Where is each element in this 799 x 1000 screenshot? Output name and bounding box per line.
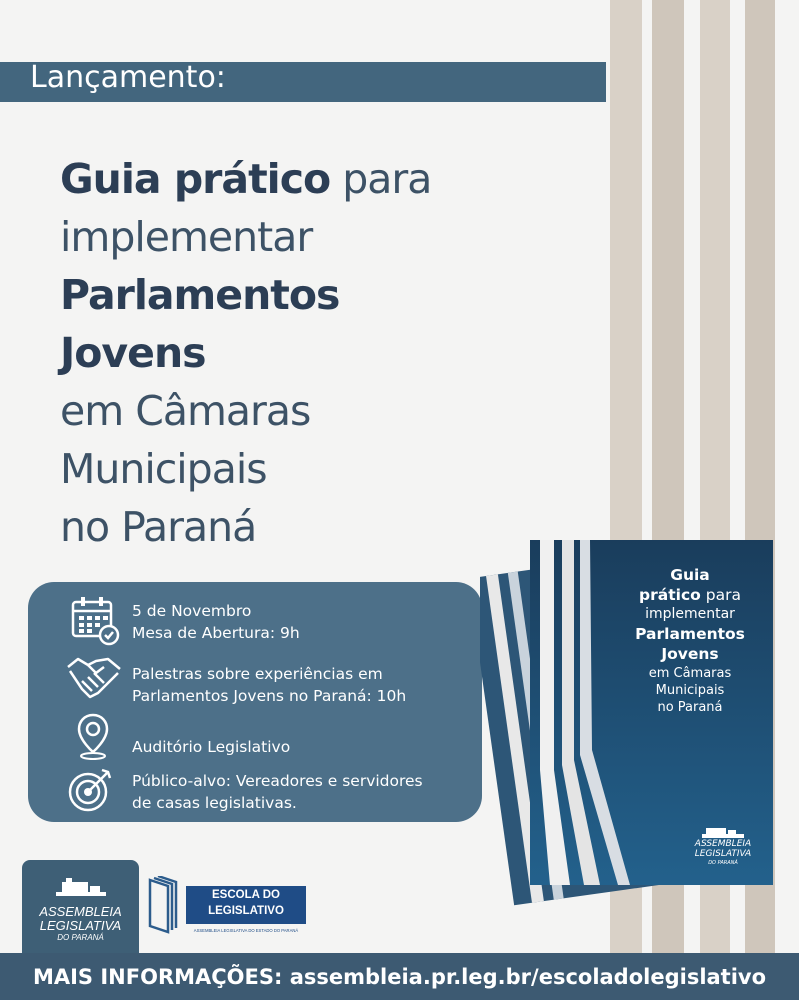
opening-time: Mesa de Abertura: 9h: [132, 624, 300, 642]
book-logo-l1: ASSEMBLEIA: [694, 839, 752, 849]
headline-line1-rest: para: [330, 155, 432, 203]
footer-info-link[interactable]: MAIS INFORMAÇÕES: assembleia.pr.leg.br/escoladolegislativo: [32, 965, 767, 989]
book-icon: [148, 876, 190, 934]
headline: [60, 150, 431, 556]
assembleia-logo-l1: ASSEMBLEIA: [39, 904, 122, 919]
book-title-line3: implementar: [645, 606, 735, 622]
headline-line5: em Câmaras: [60, 387, 311, 435]
headline-line4: Jovens: [60, 329, 206, 377]
handshake-icon: [66, 655, 122, 701]
book-title-line2-bold: prático: [639, 586, 701, 604]
book-title-line4: Parlamentos: [635, 625, 745, 643]
assembleia-logo-l2: LEGISLATIVA: [39, 918, 122, 933]
launch-label: Lançamento:: [30, 60, 226, 95]
escola-logo-l1: ESCOLA DO: [212, 889, 280, 901]
assembleia-logo: [22, 860, 139, 953]
book-title-line5: Jovens: [661, 645, 719, 663]
headline-line7: no Paraná: [60, 503, 257, 551]
audience-line1: Público-alvo: Vereadores e servidores: [132, 772, 423, 790]
talks-line1: Palestras sobre experiências em: [132, 665, 383, 683]
audience-line2: de casas legislativas.: [132, 794, 297, 812]
assembleia-building-icon: [56, 876, 106, 898]
event-date: 5 de Novembro: [132, 602, 252, 620]
book-logo-l3: DO PARANÁ: [708, 860, 738, 866]
escola-logo-l2: LEGISLATIVO: [208, 905, 284, 917]
book-title-line2: [600, 586, 780, 604]
book-logo-l2: LEGISLATIVA: [694, 849, 752, 859]
talks-line2: Parlamentos Jovens no Paraná: 10h: [132, 687, 407, 705]
escola-logo-sub: ASSEMBLEIA LEGISLATIVA DO ESTADO DO PARANÁ: [193, 928, 299, 933]
location: Auditório Legislativo: [132, 738, 291, 756]
location-pin-icon: [76, 712, 110, 760]
headline-line6: Municipais: [60, 445, 267, 493]
headline-line1-bold: Guia prático: [60, 155, 331, 203]
assembleia-logo-l3: DO PARANÁ: [57, 933, 104, 942]
headline-line3: Parlamentos: [60, 271, 340, 319]
target-icon: [66, 766, 116, 814]
calendar-icon: [70, 594, 120, 646]
headline-line2: implementar: [60, 213, 313, 261]
book-title-line2-rest: para: [700, 586, 741, 604]
escola-legislativo-logo: [148, 876, 308, 940]
book-title-line1: Guia: [670, 566, 710, 584]
book-title-line8: no Paraná: [657, 700, 723, 715]
book-title-line6: em Câmaras: [648, 666, 732, 681]
book-title-line7: Municipais: [655, 683, 725, 698]
book-logo-building-icon: [700, 826, 746, 840]
